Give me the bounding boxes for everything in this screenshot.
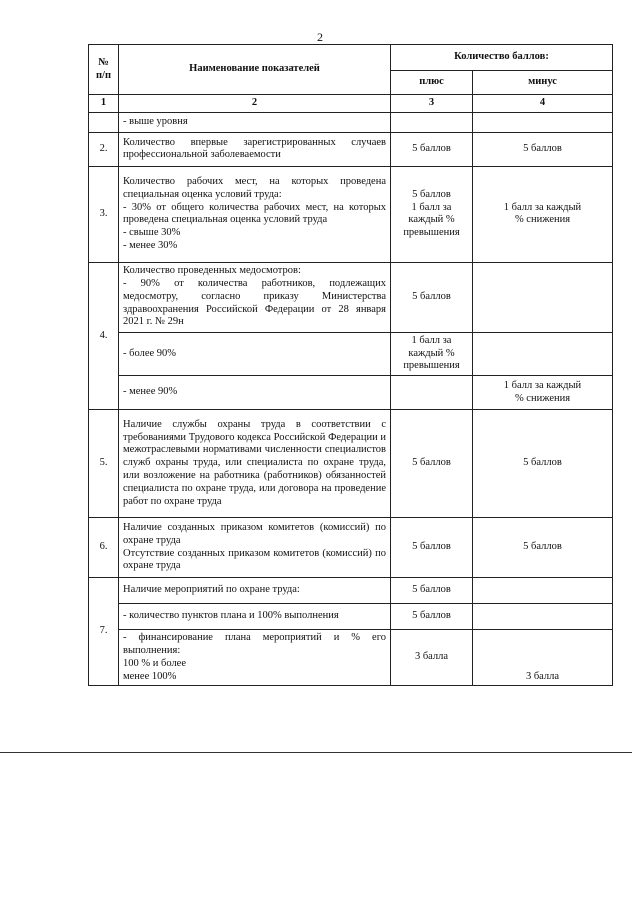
plus-score: 5 баллов bbox=[391, 604, 473, 630]
column-index: 2 bbox=[119, 95, 391, 113]
indicator-line: Количество проведенных медосмотров: bbox=[123, 265, 301, 277]
indicator-name: - количество пунктов плана и 100% выполнения bbox=[119, 604, 391, 630]
plus-score: 3 балла bbox=[391, 630, 473, 686]
plus-score: 5 баллов 1 балл за каждый % превышения bbox=[391, 166, 473, 262]
header-indicator-name: Наименование показателей bbox=[119, 45, 391, 95]
indicator-line: - свыше 30% bbox=[123, 227, 181, 239]
minus-score bbox=[473, 578, 613, 604]
minus-score: 3 балла bbox=[473, 630, 613, 686]
row-number: 6. bbox=[89, 518, 119, 578]
plus-score: 1 балл за каждый % превышения bbox=[391, 332, 473, 375]
minus-score bbox=[473, 262, 613, 332]
row-number: 7. bbox=[89, 578, 119, 686]
indicator-line: менее 100% bbox=[123, 670, 177, 682]
table-row bbox=[89, 112, 613, 132]
header-score-count: Количество баллов: bbox=[391, 45, 613, 71]
column-index-row bbox=[89, 95, 613, 113]
plus-score bbox=[391, 112, 473, 132]
indicator-name bbox=[119, 166, 391, 262]
indicator-name: Наличие службы охраны труда в соответствии с требованиями Трудового кодекса Российской Федерации и межотраслевыми нормативами численности специалистов служб охраны труда, или специалиста по охране труда, или возложение на работника (работников) обязанностей специалиста по охране труда, или договора на проведение работ по охране труда bbox=[119, 410, 391, 518]
indicator-name: Наличие мероприятий по охране труда: bbox=[119, 578, 391, 604]
indicator-line: - менее 30% bbox=[123, 239, 178, 251]
minus-score: 5 баллов bbox=[473, 410, 613, 518]
indicator-line: 100 % и более bbox=[123, 657, 187, 669]
table-row bbox=[89, 332, 613, 375]
table-row bbox=[89, 518, 613, 578]
table-row bbox=[89, 578, 613, 604]
indicator-name: - менее 90% bbox=[119, 376, 391, 410]
plus-score: 5 баллов bbox=[391, 410, 473, 518]
indicator-line: - финансирование плана мероприятий и % его выполнения: bbox=[123, 632, 386, 656]
header-plus: плюс bbox=[391, 71, 473, 95]
indicator-line: - 90% от количества работников, подлежащих медосмотру, согласно приказу Министерства здравоохранения Российской Федерации от 28 января 2021 г. № 29н bbox=[123, 278, 386, 328]
row-number bbox=[89, 112, 119, 132]
indicator-line: - 30% от общего количества рабочих мест, на которых проведена специальная оценка условий труда bbox=[123, 201, 386, 226]
column-index: 4 bbox=[473, 95, 613, 113]
minus-score: 5 баллов bbox=[473, 132, 613, 166]
row-number: 3. bbox=[89, 166, 119, 262]
indicator-name bbox=[119, 262, 391, 332]
minus-score bbox=[473, 604, 613, 630]
indicator-name bbox=[119, 630, 391, 686]
page-divider-line bbox=[0, 752, 632, 753]
table-row bbox=[89, 410, 613, 518]
plus-score: 5 баллов bbox=[391, 262, 473, 332]
indicators-table bbox=[88, 44, 613, 686]
table-row bbox=[89, 630, 613, 686]
plus-score: 5 баллов bbox=[391, 132, 473, 166]
minus-score: 1 балл за каждый % снижения bbox=[473, 376, 613, 410]
plus-score: 5 баллов bbox=[391, 578, 473, 604]
table-row bbox=[89, 604, 613, 630]
plus-score bbox=[391, 376, 473, 410]
header-number: № п/п bbox=[89, 45, 119, 95]
row-number: 2. bbox=[89, 132, 119, 166]
minus-score: 5 баллов bbox=[473, 518, 613, 578]
table-row bbox=[89, 376, 613, 410]
plus-score: 5 баллов bbox=[391, 518, 473, 578]
indicator-line: Количество рабочих мест, на которых проведена специальная оценка условий труда: bbox=[123, 175, 386, 200]
indicator-name: - выше уровня bbox=[119, 112, 391, 132]
indicator-name: - более 90% bbox=[119, 332, 391, 375]
minus-score: 1 балл за каждый % снижения bbox=[473, 166, 613, 262]
indicator-name bbox=[119, 518, 391, 578]
row-number: 5. bbox=[89, 410, 119, 518]
indicator-line: Отсутствие созданных приказом комитетов (комиссий) по охране труда bbox=[123, 547, 386, 572]
indicator-name: Количество впервые зарегистрированных случаев профессиональной заболеваемости bbox=[119, 132, 391, 166]
minus-score bbox=[473, 332, 613, 375]
page-number: 2 bbox=[317, 30, 323, 44]
header-minus: минус bbox=[473, 71, 613, 95]
table-row bbox=[89, 132, 613, 166]
column-index: 1 bbox=[89, 95, 119, 113]
row-number: 4. bbox=[89, 262, 119, 409]
indicator-line: Наличие созданных приказом комитетов (комиссий) по охране труда bbox=[123, 522, 386, 546]
table-row bbox=[89, 262, 613, 332]
minus-score bbox=[473, 112, 613, 132]
column-index: 3 bbox=[391, 95, 473, 113]
table-row bbox=[89, 166, 613, 262]
